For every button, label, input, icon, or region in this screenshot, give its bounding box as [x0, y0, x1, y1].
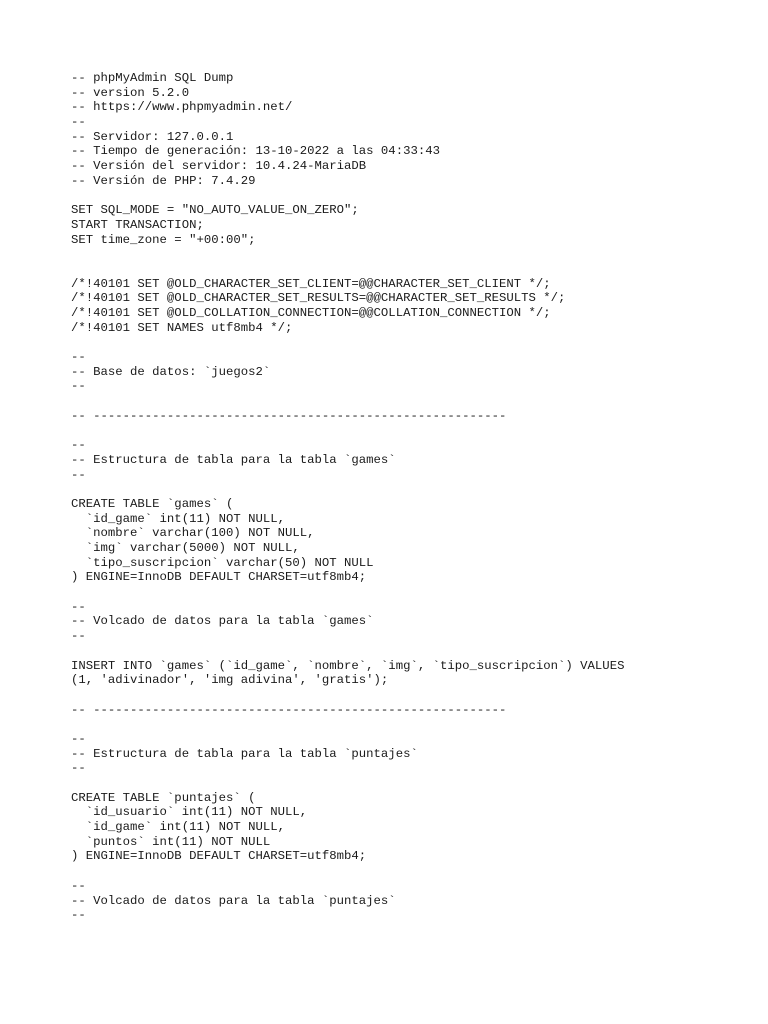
code-line: SET SQL_MODE = "NO_AUTO_VALUE_ON_ZERO";	[71, 203, 359, 218]
code-line: `id_game` int(11) NOT NULL,	[71, 820, 286, 835]
code-line: CREATE TABLE `puntajes` (	[71, 790, 256, 805]
code-line: CREATE TABLE `games` (	[71, 496, 234, 511]
code-line: --	[71, 629, 86, 644]
code-line: -- Volcado de datos para la tabla `games`	[71, 614, 374, 629]
code-line	[71, 262, 751, 277]
code-line: `tipo_suscripcion` varchar(50) NOT NULL	[71, 555, 374, 570]
code-line: `puntos` int(11) NOT NULL	[71, 834, 271, 849]
code-line: /*!40101 SET @OLD_CHARACTER_SET_CLIENT=@@CHARACTER_SET_CLIENT */;	[71, 276, 551, 291]
code-line: --	[71, 438, 86, 453]
code-line	[71, 247, 751, 262]
code-line: -- https://www.phpmyadmin.net/	[71, 100, 293, 115]
code-line: -- Base de datos: `juegos2`	[71, 364, 271, 379]
code-line: -- Estructura de tabla para la tabla `games`	[71, 452, 396, 467]
code-line: -- phpMyAdmin SQL Dump	[71, 71, 234, 85]
code-line: /*!40101 SET @OLD_COLLATION_CONNECTION=@@COLLATION_CONNECTION */;	[71, 306, 551, 320]
code-line: --	[71, 908, 86, 923]
code-line: -- Estructura de tabla para la tabla `puntajes`	[71, 746, 418, 761]
code-line: `id_game` int(11) NOT NULL,	[71, 511, 286, 526]
code-line: -- --------------------------------------------------------	[71, 408, 507, 423]
code-line: `img` varchar(5000) NOT NULL,	[71, 541, 300, 555]
code-line: /*!40101 SET @OLD_CHARACTER_SET_RESULTS=@@CHARACTER_SET_RESULTS */;	[71, 291, 566, 306]
code-line	[71, 644, 751, 659]
code-line: INSERT INTO `games` (`id_game`, `nombre`, `img`, `tipo_suscripcion`) VALUES	[71, 658, 625, 673]
code-line	[71, 424, 751, 439]
code-line: `nombre` varchar(100) NOT NULL,	[71, 526, 315, 541]
code-line: -- Tiempo de generación: 13-10-2022 a las 04:33:43	[71, 144, 440, 159]
code-line: --	[71, 350, 86, 365]
code-line: --	[71, 467, 86, 482]
code-line: SET time_zone = "+00:00";	[71, 232, 256, 247]
code-line	[71, 335, 751, 350]
code-line	[71, 482, 751, 497]
code-line: --	[71, 761, 86, 776]
code-line: (1, 'adivinador', 'img adivina', 'gratis');	[71, 673, 389, 688]
code-line	[71, 688, 751, 703]
code-line	[71, 189, 751, 204]
code-line: -- Versión del servidor: 10.4.24-MariaDB	[71, 159, 367, 174]
code-line	[71, 717, 751, 732]
code-line: --	[71, 599, 86, 614]
sql-dump-text	[71, 71, 751, 923]
code-line: START TRANSACTION;	[71, 217, 204, 232]
code-line: `id_usuario` int(11) NOT NULL,	[71, 805, 308, 820]
code-line: -- --------------------------------------------------------	[71, 702, 507, 717]
code-line	[71, 864, 751, 879]
code-line: --	[71, 731, 86, 746]
code-line: --	[71, 878, 86, 893]
code-line: -- Servidor: 127.0.0.1	[71, 129, 234, 144]
code-line: -- version 5.2.0	[71, 85, 190, 100]
code-line	[71, 776, 751, 791]
code-line: ) ENGINE=InnoDB DEFAULT CHARSET=utf8mb4;	[71, 849, 367, 864]
code-line	[71, 585, 751, 600]
code-line: -- Versión de PHP: 7.4.29	[71, 173, 256, 188]
code-line: /*!40101 SET NAMES utf8mb4 */;	[71, 320, 293, 335]
code-line: ) ENGINE=InnoDB DEFAULT CHARSET=utf8mb4;	[71, 570, 367, 585]
code-line: --	[71, 379, 86, 394]
code-line	[71, 394, 751, 409]
code-line: --	[71, 115, 86, 130]
code-line: -- Volcado de datos para la tabla `puntajes`	[71, 893, 396, 908]
